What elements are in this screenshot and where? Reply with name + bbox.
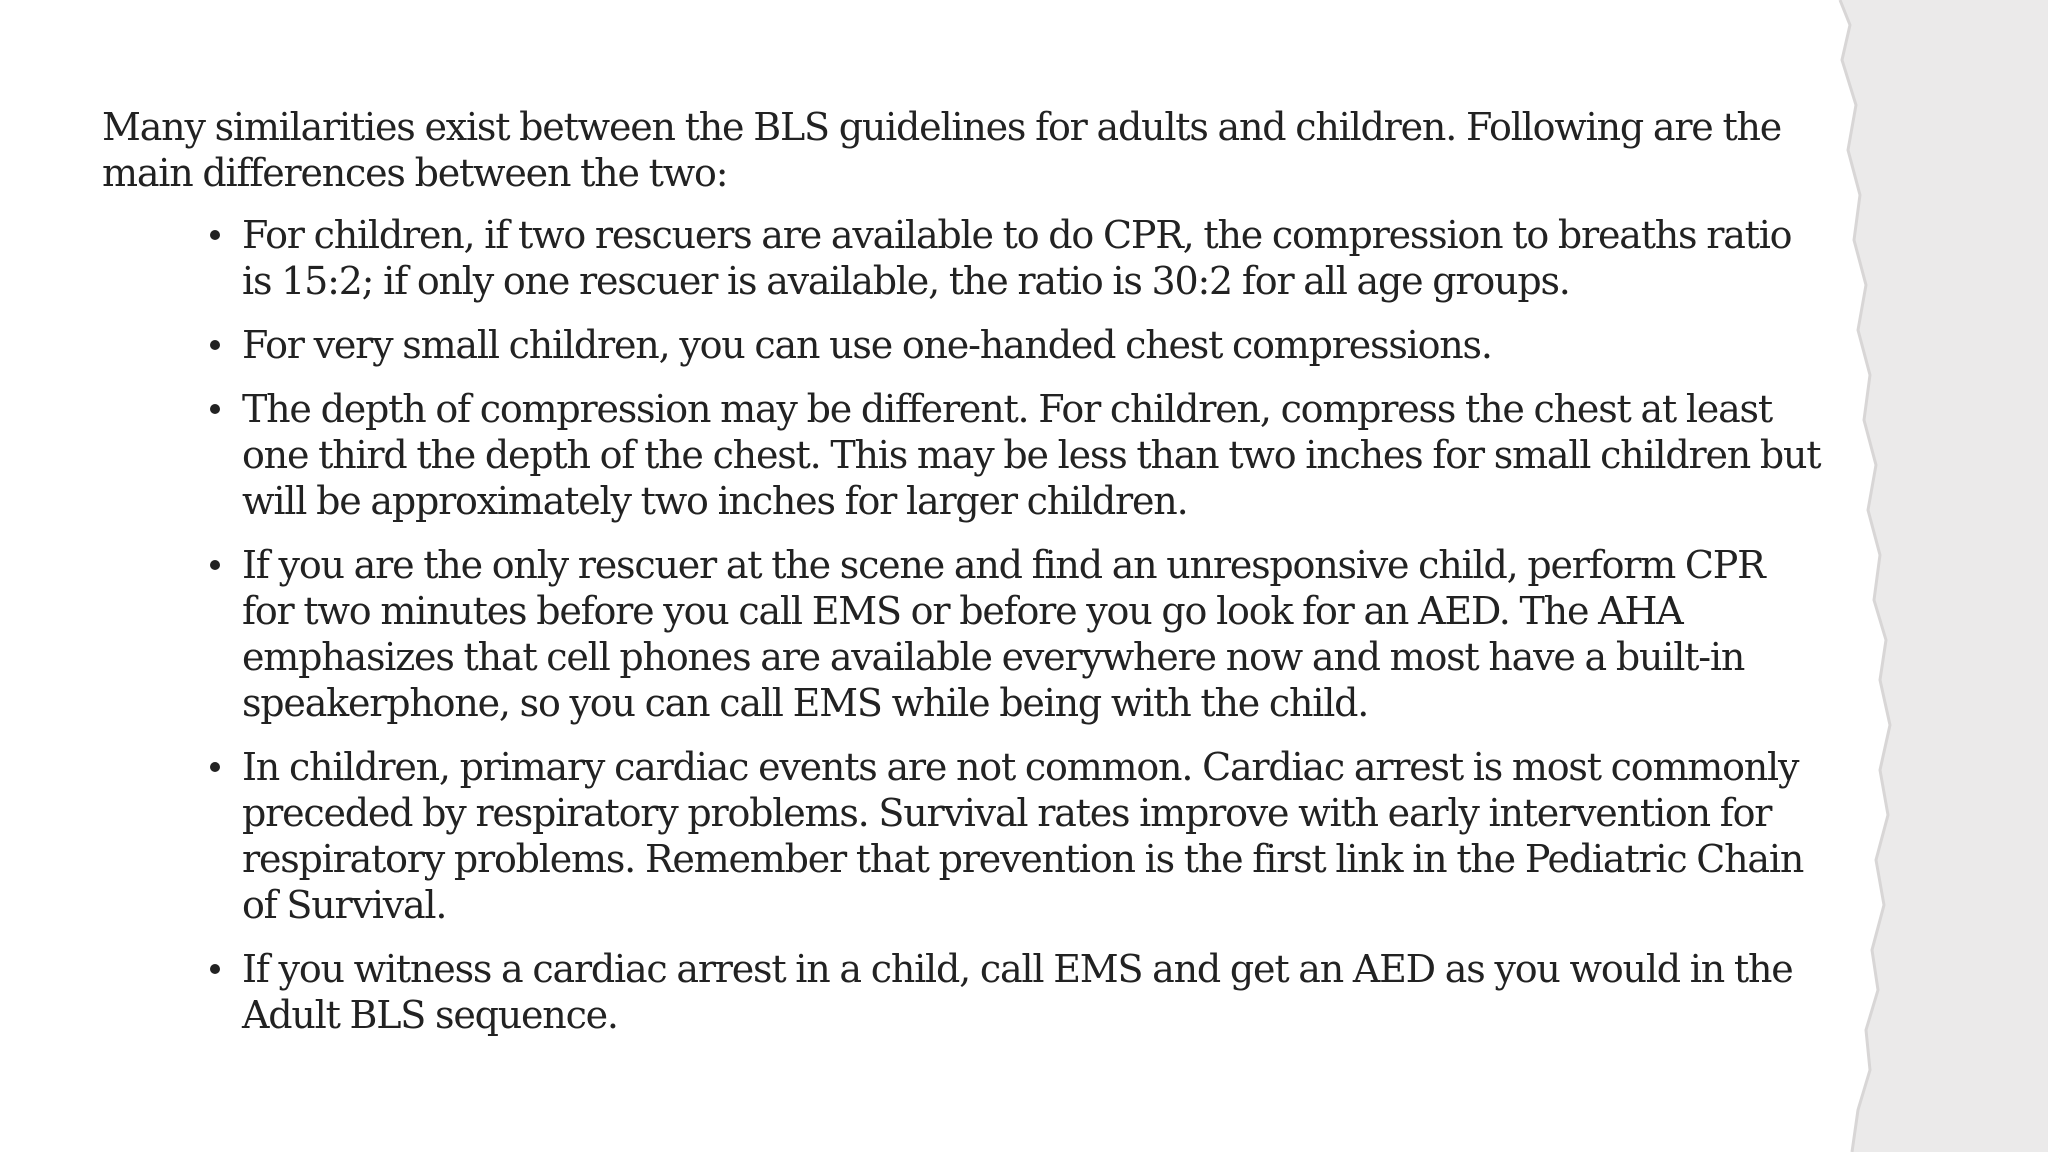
list-item (242, 542, 1822, 726)
list-item (242, 322, 1822, 368)
torn-paper-panel (1840, 0, 2048, 1152)
list-item-text: For children, if two rescuers are available to do CPR, the compression to breaths ratio is 15:2; if only one rescuer is available, the ratio is 30:2 for all age groups. (242, 213, 1792, 303)
differences-list (102, 212, 1822, 1038)
list-item-text: For very small children, you can use one-handed chest compressions. (242, 323, 1492, 367)
intro-paragraph: Many similarities exist between the BLS guidelines for adults and children. Following are the main differences between the two: (102, 105, 1782, 195)
list-item-text: The depth of compression may be different. For children, compress the chest at least one third the depth of the chest. This may be less than two inches for small children but will be approximately two inches for larger children. (242, 387, 1821, 523)
list-item (242, 386, 1822, 524)
list-item (242, 744, 1822, 928)
bullet-icon (210, 964, 220, 974)
list-item (242, 946, 1822, 1038)
list-item-text: In children, primary cardiac events are not common. Cardiac arrest is most commonly preceded by respiratory problems. Survival rates improve with early intervention for respiratory problems. Remember that prevention is the first link in the Pediatric Chain of Survival. (242, 745, 1804, 927)
bullet-icon (210, 560, 220, 570)
bullet-icon (210, 404, 220, 414)
list-item-text: If you are the only rescuer at the scene and find an unresponsive child, perform CPR for two minutes before you call EMS or before you go look for an AED. The AHA emphasizes that cell phones are available everywhere now and most have a built-in speakerphone, so you can call EMS while being with the child. (242, 543, 1765, 725)
bullet-icon (210, 230, 220, 240)
list-item-text: If you witness a cardiac arrest in a child, call EMS and get an AED as you would in the Adult BLS sequence. (242, 947, 1793, 1037)
slide-content (102, 104, 1822, 1056)
bullet-icon (210, 762, 220, 772)
list-item (242, 212, 1822, 304)
bullet-icon (210, 340, 220, 350)
